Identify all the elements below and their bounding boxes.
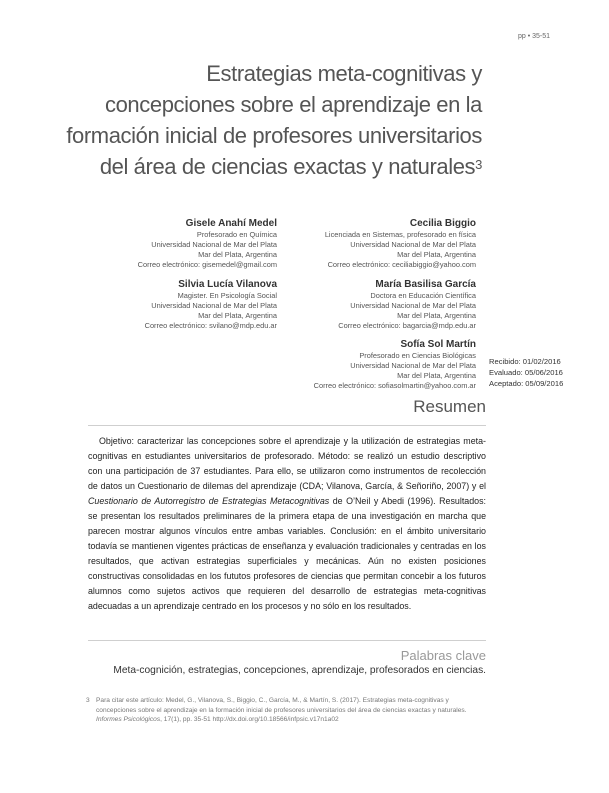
author-institution: Universidad Nacional de Mar del Plata xyxy=(350,301,476,310)
author-email: Correo electrónico: sofiasolmartin@yahoo.com.ar xyxy=(313,381,476,390)
author-name: María Basilisa García xyxy=(375,279,476,290)
title-line: concepciones sobre el aprendizaje en la xyxy=(105,92,482,117)
author-location: Mar del Plata, Argentina xyxy=(397,371,476,380)
author-block xyxy=(226,217,476,270)
footnote-number: 3 xyxy=(86,697,90,704)
author-location: Mar del Plata, Argentina xyxy=(397,311,476,320)
author-degree: Profesorado en Ciencias Biológicas xyxy=(359,351,476,360)
author-institution: Universidad Nacional de Mar del Plata xyxy=(350,361,476,370)
author-location: Mar del Plata, Argentina xyxy=(198,250,277,259)
abstract-heading: Resumen xyxy=(413,397,486,416)
submission-dates xyxy=(489,356,563,389)
author-location: Mar del Plata, Argentina xyxy=(198,311,277,320)
author-location: Mar del Plata, Argentina xyxy=(397,250,476,259)
author-degree: Doctora en Educación Científica xyxy=(370,291,476,300)
author-email: Correo electrónico: ceciliabiggio@yahoo.com xyxy=(327,260,476,269)
author-block xyxy=(226,278,476,331)
title-footnote-mark: 3 xyxy=(475,157,482,172)
divider xyxy=(88,640,486,641)
author-email: Correo electrónico: svilano@mdp.edu.ar xyxy=(144,321,277,330)
keywords-text: Meta-cognición, estrategias, concepciones, aprendizaje, profesorados en ciencias. xyxy=(113,665,486,676)
title-line: del área de ciencias exactas y naturales$^3$ xyxy=(99,154,482,179)
footnote xyxy=(86,696,486,725)
date-evaluated: Evaluado: 05/06/2016 xyxy=(489,368,563,377)
author-institution: Universidad Nacional de Mar del Plata xyxy=(151,301,277,310)
author-email: Correo electrónico: gisemedel@gmail.com xyxy=(137,260,277,269)
author-name: Cecilia Biggio xyxy=(409,218,476,229)
keywords-heading: Palabras clave xyxy=(400,648,486,663)
journal-name: Informes Psicológicos xyxy=(96,716,161,724)
abstract-paragraph: Objetivo: caracterizar las concepciones sobre el aprendizaje y la utilización de estrategias meta-cognitivas en estudiantes universitarios de profesorado. Método: se realizó un estudio descriptivo con una participación de 37 estudiantes. Para ello, se utilizaron como instrumentos de recolección de datos un Cuestionario de dilemas del aprendizaje (CDA; Vilanova, García, & Señoriño, 2007) y el Cuestionario de Autorregistro de Estrategias Metacognitivas de O’Neil y Abedi (1996). Resultados: se presentan los resultados preliminares de la primera etapa de una investigación en marcha que parecen mostrar algunos vínculos entre ambas variables. Conclusión: en el ámbito universitario todavía se mantienen vigentes prácticas de enseñanza y evaluación tradicionales y centradas en los resultados, que activan estrategias superficiales y mecánicas. Aún no existen posiciones constructivas consolidadas en los fututos profesores de ciencias que permitan concebir a los futuros alumnos como sujetos activos que requieren del desarrollo de estrategias meta-cognitivas adecuadas a un aprendizaje centrado en los procesos y no sólo en los resultados. xyxy=(88,436,487,611)
page-range: pp • 35-51 xyxy=(518,33,551,40)
date-received: Recibido: 01/02/2016 xyxy=(489,357,561,366)
article-title xyxy=(62,58,482,182)
date-accepted: Aceptado: 05/09/2016 xyxy=(489,379,564,388)
abstract-body xyxy=(88,434,486,614)
divider xyxy=(88,425,486,426)
author-degree: Licenciada en Sistemas, profesorado en física xyxy=(324,230,476,239)
title-line: formación inicial de profesores universitarios xyxy=(66,123,482,148)
author-degree: Profesorado en Química xyxy=(196,230,277,239)
instrument-title: Cuestionario de Autorregistro de Estrategias Metacognitivas xyxy=(88,496,330,506)
author-name: Sofía Sol Martín xyxy=(400,339,476,350)
author-name: Gisele Anahí Medel xyxy=(185,218,277,229)
footnote-text: Para citar este artículo: Medel, G., Vilanova, S., Biggio, C., García, M., & Martín, S. (2017). Estrategias meta-cognitivas y concepciones sobre el aprendizaje en la formación inicial de profesores universitarios del área de ciencias exactas y naturales. Informes Psicológicos, 17(1), pp. 35-51 http://dx.doi.org/10.18566/infpsic.v17n1a02 xyxy=(96,697,467,724)
author-degree: Magister. En Psicología Social xyxy=(177,291,277,300)
author-block xyxy=(226,338,476,391)
title-line: Estrategias meta-cognitivas y xyxy=(206,61,482,86)
author-institution: Universidad Nacional de Mar del Plata xyxy=(350,240,476,249)
author-email: Correo electrónico: bagarcia@mdp.edu.ar xyxy=(338,321,476,330)
author-name: Silvia Lucía Vilanova xyxy=(178,279,277,290)
author-institution: Universidad Nacional de Mar del Plata xyxy=(151,240,277,249)
